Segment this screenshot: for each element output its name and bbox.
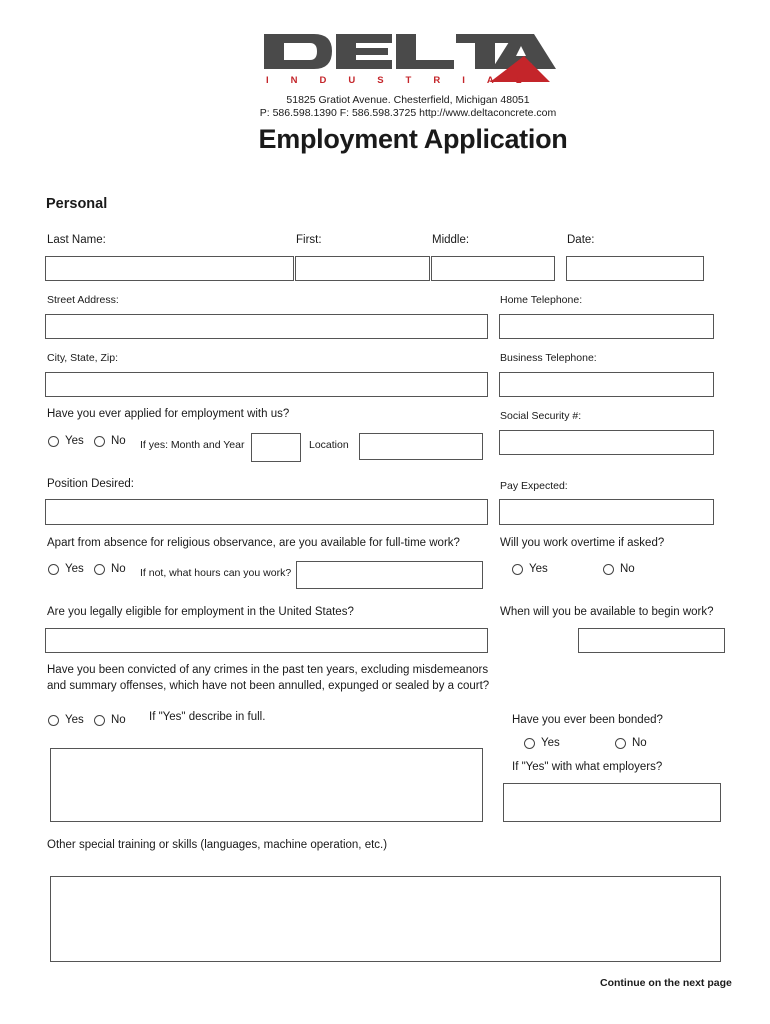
radio-icon[interactable] [48,436,59,447]
ssn-label: Social Security #: [500,410,582,422]
city-state-zip-label: City, State, Zip: [47,352,118,364]
business-telephone-field[interactable] [499,372,714,397]
bonded-no-option[interactable]: No [615,737,647,749]
applied-yes-option[interactable]: Yes [48,435,84,447]
company-contact: P: 586.598.1390 F: 586.598.3725 http://www.deltaconcrete.com [259,107,557,119]
bonded-yes-option[interactable]: Yes [524,737,560,749]
convictions-question-line-1: Have you been convicted of any crimes in the past ten years, excluding misdemeanors [47,664,489,676]
radio-icon[interactable] [48,715,59,726]
overtime-yes-option[interactable]: Yes [512,563,548,575]
special-training-label: Other special training or skills (languages, machine operation, etc.) [47,839,388,851]
home-telephone-label: Home Telephone: [500,294,583,306]
legal-eligibility-field[interactable] [45,628,488,653]
applied-no-option[interactable]: No [94,435,126,447]
home-telephone-field[interactable] [499,314,714,339]
middle-name-label: Middle: [432,234,470,246]
position-desired-field[interactable] [45,499,488,525]
legal-eligibility-question: Are you legally eligible for employment in the United States? [47,606,354,618]
radio-icon[interactable] [94,436,105,447]
overtime-no-option[interactable]: No [603,563,635,575]
street-address-label: Street Address: [47,294,119,306]
pay-expected-field[interactable] [499,499,714,525]
start-availability-field[interactable] [578,628,725,653]
overtime-question: Will you work overtime if asked? [500,537,665,549]
full-time-question: Apart from absence for religious observance, are you available for full-time work? [47,537,460,549]
bonded-employers-label: If "Yes" with what employers? [512,761,663,773]
full-time-no-option[interactable]: No [94,563,126,575]
continue-next-page-note: Continue on the next page [600,977,732,989]
middle-name-field[interactable] [431,256,555,281]
start-availability-question: When will you be available to begin work? [500,606,714,618]
radio-icon[interactable] [524,738,535,749]
hours-available-field[interactable] [296,561,483,589]
bonded-employers-field[interactable] [503,783,721,822]
radio-icon[interactable] [603,564,614,575]
position-desired-label: Position Desired: [47,478,134,490]
first-name-label: First: [296,234,322,246]
special-training-field[interactable] [50,876,721,962]
business-telephone-label: Business Telephone: [500,352,597,364]
last-name-field[interactable] [45,256,294,281]
section-title-personal: Personal [46,196,108,212]
if-yes-month-year-label: If yes: Month and Year [140,439,245,451]
date-field[interactable] [566,256,704,281]
radio-icon[interactable] [94,564,105,575]
convicted-no-option[interactable]: No [94,714,126,726]
city-state-zip-field[interactable] [45,372,488,397]
pay-expected-label: Pay Expected: [500,480,568,492]
bonded-question: Have you ever been bonded? [512,714,663,726]
first-name-field[interactable] [295,256,430,281]
logo-subtext: INDUSTRIAL [266,75,544,86]
delta-industrial-logo [262,32,562,88]
street-address-field[interactable] [45,314,488,339]
date-label: Date: [567,234,595,246]
applied-before-question: Have you ever applied for employment with us? [47,408,290,420]
radio-icon[interactable] [94,715,105,726]
company-address: 51825 Gratiot Avenue. Chesterfield, Michigan 48051 [286,94,530,106]
location-label: Location [309,439,349,451]
ssn-field[interactable] [499,430,714,455]
convictions-description-field[interactable] [50,748,483,822]
location-field[interactable] [359,433,483,460]
hours-available-label: If not, what hours can you work? [140,567,292,579]
radio-icon[interactable] [615,738,626,749]
last-name-label: Last Name: [47,234,106,246]
convictions-question-line-2: and summary offenses, which have not been annulled, expunged or sealed by a court? [47,680,490,692]
describe-in-full-label: If "Yes" describe in full. [149,711,266,723]
radio-icon[interactable] [512,564,523,575]
full-time-yes-option[interactable]: Yes [48,563,84,575]
month-year-field[interactable] [251,433,301,462]
radio-icon[interactable] [48,564,59,575]
convicted-yes-option[interactable]: Yes [48,714,84,726]
page-title: Employment Application [258,124,568,154]
